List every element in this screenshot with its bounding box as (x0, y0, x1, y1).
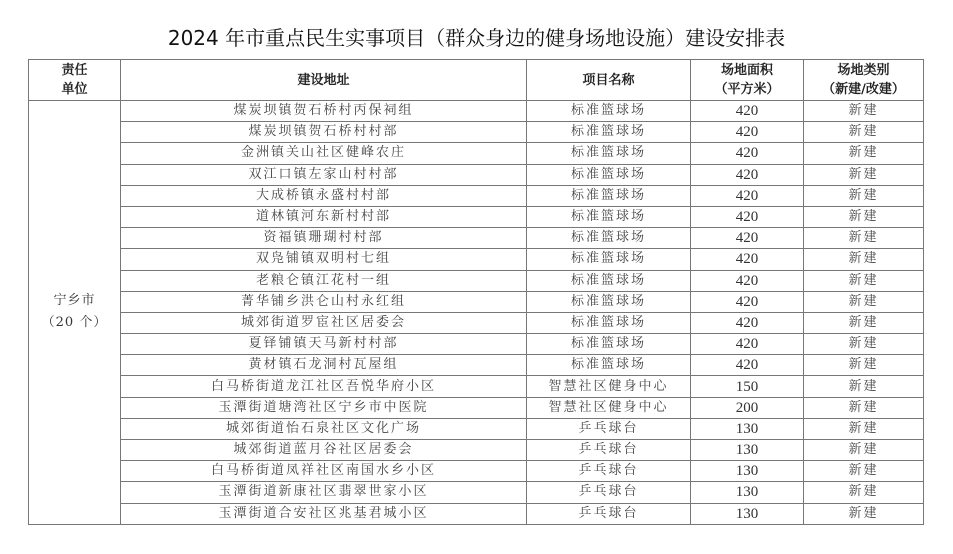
site-type-cell: 新建 (804, 503, 924, 524)
project-name-cell: 标准篮球场 (527, 334, 691, 355)
address-cell: 道林镇河东新村村部 (121, 206, 527, 227)
header-project-name: 项目名称 (527, 60, 691, 101)
table-row (29, 376, 924, 397)
site-type-cell: 新建 (804, 440, 924, 461)
address-cell: 资福镇珊瑚村村部 (121, 228, 527, 249)
site-type-cell: 新建 (804, 270, 924, 291)
area-cell: 420 (691, 101, 804, 122)
address-cell: 双江口镇左家山村村部 (121, 164, 527, 185)
site-type-cell: 新建 (804, 143, 924, 164)
area-cell: 420 (691, 270, 804, 291)
area-cell: 130 (691, 440, 804, 461)
address-cell: 玉潭街道新康社区翡翠世家小区 (121, 482, 527, 503)
site-type-cell: 新建 (804, 334, 924, 355)
site-type-cell: 新建 (804, 185, 924, 206)
table-row (29, 122, 924, 143)
table-row (29, 418, 924, 439)
table-row (29, 312, 924, 333)
area-cell: 130 (691, 418, 804, 439)
project-name-cell: 智慧社区健身中心 (527, 397, 691, 418)
header-site-type: 场地类别 （新建/改建） (804, 60, 924, 101)
address-cell: 夏铎铺镇天马新村村部 (121, 334, 527, 355)
table-row (29, 355, 924, 376)
site-type-cell: 新建 (804, 122, 924, 143)
area-cell: 130 (691, 482, 804, 503)
project-name-cell: 乒乓球台 (527, 418, 691, 439)
site-type-cell: 新建 (804, 312, 924, 333)
area-cell: 420 (691, 228, 804, 249)
address-cell: 老粮仑镇江花村一组 (121, 270, 527, 291)
address-cell: 金洲镇关山社区健峰农庄 (121, 143, 527, 164)
project-name-cell: 智慧社区健身中心 (527, 376, 691, 397)
site-type-cell: 新建 (804, 461, 924, 482)
area-cell: 130 (691, 461, 804, 482)
responsible-unit-cell (29, 101, 121, 525)
unit-count: （20 个） (41, 315, 108, 331)
address-cell: 城郊街道罗宦社区居委会 (121, 312, 527, 333)
site-type-cell: 新建 (804, 291, 924, 312)
project-name-cell: 标准篮球场 (527, 312, 691, 333)
table-row (29, 482, 924, 503)
table-row (29, 228, 924, 249)
area-cell: 130 (691, 503, 804, 524)
address-cell: 城郊街道怡石泉社区文化广场 (121, 418, 527, 439)
site-type-cell: 新建 (804, 249, 924, 270)
unit-name: 宁乡市 (53, 293, 96, 309)
project-name-cell: 标准篮球场 (527, 206, 691, 227)
project-name-cell: 乒乓球台 (527, 440, 691, 461)
table-row (29, 206, 924, 227)
address-cell: 双凫铺镇双明村七组 (121, 249, 527, 270)
project-name-cell: 标准篮球场 (527, 164, 691, 185)
header-responsible-unit: 责任 单位 (29, 60, 121, 101)
table-row (29, 143, 924, 164)
address-cell: 煤炭坝镇贺石桥村村部 (121, 122, 527, 143)
site-type-cell: 新建 (804, 482, 924, 503)
project-name-cell: 标准篮球场 (527, 228, 691, 249)
area-cell: 420 (691, 355, 804, 376)
project-name-cell: 标准篮球场 (527, 270, 691, 291)
address-cell: 黄材镇石龙洞村瓦屋组 (121, 355, 527, 376)
address-cell: 玉潭街道塘湾社区宁乡市中医院 (121, 397, 527, 418)
site-type-cell: 新建 (804, 206, 924, 227)
header-address: 建设地址 (121, 60, 527, 101)
project-name-cell: 乒乓球台 (527, 482, 691, 503)
address-cell: 菁华铺乡洪仑山村永红组 (121, 291, 527, 312)
area-cell: 420 (691, 185, 804, 206)
area-cell: 420 (691, 164, 804, 185)
area-cell: 420 (691, 312, 804, 333)
site-type-cell: 新建 (804, 376, 924, 397)
site-type-cell: 新建 (804, 355, 924, 376)
site-type-cell: 新建 (804, 397, 924, 418)
table-row (29, 397, 924, 418)
project-name-cell: 乒乓球台 (527, 461, 691, 482)
project-name-cell: 标准篮球场 (527, 185, 691, 206)
table-row (29, 334, 924, 355)
area-cell: 200 (691, 397, 804, 418)
area-cell: 420 (691, 249, 804, 270)
area-cell: 150 (691, 376, 804, 397)
address-cell: 白马桥街道凤祥社区南国水乡小区 (121, 461, 527, 482)
site-type-cell: 新建 (804, 101, 924, 122)
table-row (29, 291, 924, 312)
project-name-cell: 标准篮球场 (527, 355, 691, 376)
project-name-cell: 标准篮球场 (527, 249, 691, 270)
project-name-cell: 标准篮球场 (527, 143, 691, 164)
address-cell: 玉潭街道合安社区兆基君城小区 (121, 503, 527, 524)
address-cell: 城郊街道蓝月谷社区居委会 (121, 440, 527, 461)
table-row (29, 164, 924, 185)
area-cell: 420 (691, 122, 804, 143)
area-cell: 420 (691, 143, 804, 164)
site-type-cell: 新建 (804, 164, 924, 185)
construction-schedule-table (28, 59, 924, 525)
address-cell: 煤炭坝镇贺石桥村丙保祠组 (121, 101, 527, 122)
site-type-cell: 新建 (804, 418, 924, 439)
area-cell: 420 (691, 334, 804, 355)
area-cell: 420 (691, 206, 804, 227)
table-row (29, 185, 924, 206)
table-row (29, 440, 924, 461)
table-row (29, 270, 924, 291)
table-row (29, 461, 924, 482)
header-area: 场地面积 （平方米） (691, 60, 804, 101)
table-row (29, 503, 924, 524)
area-cell: 420 (691, 291, 804, 312)
address-cell: 大成桥镇永盛村村部 (121, 185, 527, 206)
document-title: 2024 年市重点民生实事项目（群众身边的健身场地设施）建设安排表 (167, 26, 786, 50)
table-row (29, 249, 924, 270)
address-cell: 白马桥街道龙江社区吾悦华府小区 (121, 376, 527, 397)
project-name-cell: 乒乓球台 (527, 503, 691, 524)
table-row (29, 101, 924, 122)
header-row (29, 60, 924, 101)
site-type-cell: 新建 (804, 228, 924, 249)
project-name-cell: 标准篮球场 (527, 291, 691, 312)
project-name-cell: 标准篮球场 (527, 101, 691, 122)
project-name-cell: 标准篮球场 (527, 122, 691, 143)
